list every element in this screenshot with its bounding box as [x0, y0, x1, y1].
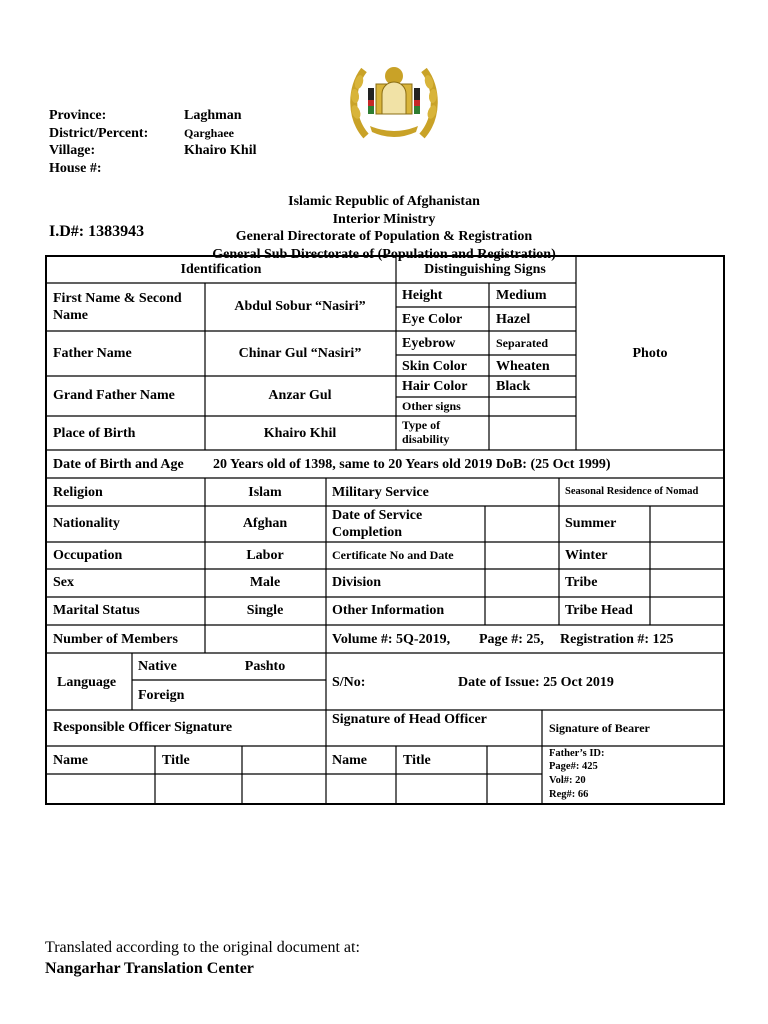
number-of-members-label: Number of Members [53, 632, 178, 647]
religion-value: Islam [248, 485, 282, 500]
religion-label: Religion [53, 485, 103, 500]
disability-label: Type of disability [402, 418, 450, 446]
skin-color-label: Skin Color [402, 359, 467, 374]
father-name-label: Father Name [53, 346, 132, 361]
head-officer-name-label: Name [332, 753, 367, 768]
tribe-head-label: Tribe Head [565, 603, 633, 618]
winter-label: Winter [565, 548, 608, 563]
nationality-label: Nationality [53, 516, 120, 531]
page-number: Page #: 25, [479, 632, 544, 647]
head-officer-signature-label: Signature of Head Officer [332, 712, 487, 727]
tribe-label: Tribe [565, 575, 598, 590]
nationality-value: Afghan [242, 516, 288, 531]
footer-line-2: Nangarhar Translation Center [45, 960, 254, 977]
other-signs-label: Other signs [402, 399, 461, 413]
eyebrow-value: Separated [496, 336, 548, 350]
date-of-birth-label: Date of Birth and Age [53, 457, 184, 472]
province-value: Laghman [184, 108, 242, 123]
sex-label: Sex [53, 575, 74, 590]
military-service-title: Military Service [332, 485, 429, 500]
fathers-id-line-1: Father’s ID: [549, 748, 605, 759]
nomad-residence-title: Seasonal Residence of Nomad [565, 486, 699, 497]
skin-color-value: Wheaten [496, 359, 550, 374]
village-label: Village: [49, 143, 96, 158]
serial-number-label: S/No: [332, 675, 366, 690]
header-line-3: General Directorate of Population & Registration [235, 229, 533, 244]
foreign-label: Foreign [138, 688, 185, 703]
header-line-4: General Sub Directorate of (Population and Registration) [212, 246, 556, 262]
identification-title: Identification [180, 262, 262, 277]
hair-color-value: Black [496, 379, 531, 394]
occupation-value: Labor [246, 548, 284, 563]
bearer-signature-label: Signature of Bearer [549, 721, 650, 735]
service-completion-label: Date of Service Completion [332, 508, 423, 540]
fathers-id-line-3: Vol#: 20 [549, 775, 586, 786]
village-value: Khairo Khil [184, 143, 257, 158]
grandfather-name-label: Grand Father Name [53, 388, 175, 403]
language-label: Language [57, 675, 117, 690]
certificate-label: Certificate No and Date [332, 548, 454, 562]
house-label: House #: [49, 160, 102, 176]
first-name-label: First Name & Second Name [53, 291, 182, 323]
id-number: I.D#: 1383943 [49, 223, 145, 240]
photo-label: Photo [632, 346, 668, 361]
officer-title-label: Title [162, 753, 190, 768]
province-label: Province: [49, 108, 107, 123]
date-of-issue: Date of Issue: 25 Oct 2019 [458, 675, 614, 690]
district-value: Qarghaee [184, 125, 234, 140]
registration-number: Registration #: 125 [560, 632, 674, 647]
volume-number: Volume #: 5Q-2019, [332, 632, 451, 647]
place-of-birth-label: Place of Birth [53, 426, 136, 441]
district-label: District/Percent: [49, 125, 149, 141]
height-value: Medium [496, 288, 547, 303]
translation-footer [45, 937, 360, 979]
marital-status-label: Marital Status [53, 603, 140, 618]
other-information-label: Other Information [332, 603, 445, 618]
hair-color-label: Hair Color [402, 379, 468, 394]
grandfather-name-value: Anzar Gul [268, 388, 332, 403]
fathers-id-line-4: Reg#: 66 [549, 789, 589, 800]
head-officer-title-label: Title [403, 753, 431, 768]
height-label: Height [402, 288, 443, 303]
place-of-birth-value: Khairo Khil [263, 426, 337, 441]
summer-label: Summer [565, 516, 617, 531]
header-line-1: Islamic Republic of Afghanistan [288, 194, 480, 209]
native-label: Native [138, 659, 177, 674]
footer-line-1: Translated according to the original document at: [45, 939, 360, 956]
father-name-value: Chinar Gul “Nasiri” [238, 346, 362, 361]
eye-color-label: Eye Color [402, 312, 463, 327]
distinguishing-signs-title: Distinguishing Signs [424, 262, 546, 277]
header-line-2: Interior Ministry [332, 211, 436, 227]
officer-name-label: Name [53, 753, 88, 768]
eyebrow-label: Eyebrow [402, 336, 456, 351]
occupation-label: Occupation [53, 548, 123, 563]
division-label: Division [332, 575, 382, 590]
responsible-officer-signature-label: Responsible Officer Signature [53, 720, 233, 735]
marital-status-value: Single [246, 603, 284, 618]
first-name-value: Abdul Sobur “Nasiri” [234, 299, 366, 314]
eye-color-value: Hazel [496, 312, 531, 327]
date-of-birth-value: 20 Years old of 1398, same to 20 Years old 2019 DoB: (25 Oct 1999) [213, 457, 611, 472]
fathers-id-line-2: Page#: 425 [549, 761, 598, 772]
sex-value: Male [249, 575, 281, 590]
native-language-value: Pashto [244, 659, 286, 674]
